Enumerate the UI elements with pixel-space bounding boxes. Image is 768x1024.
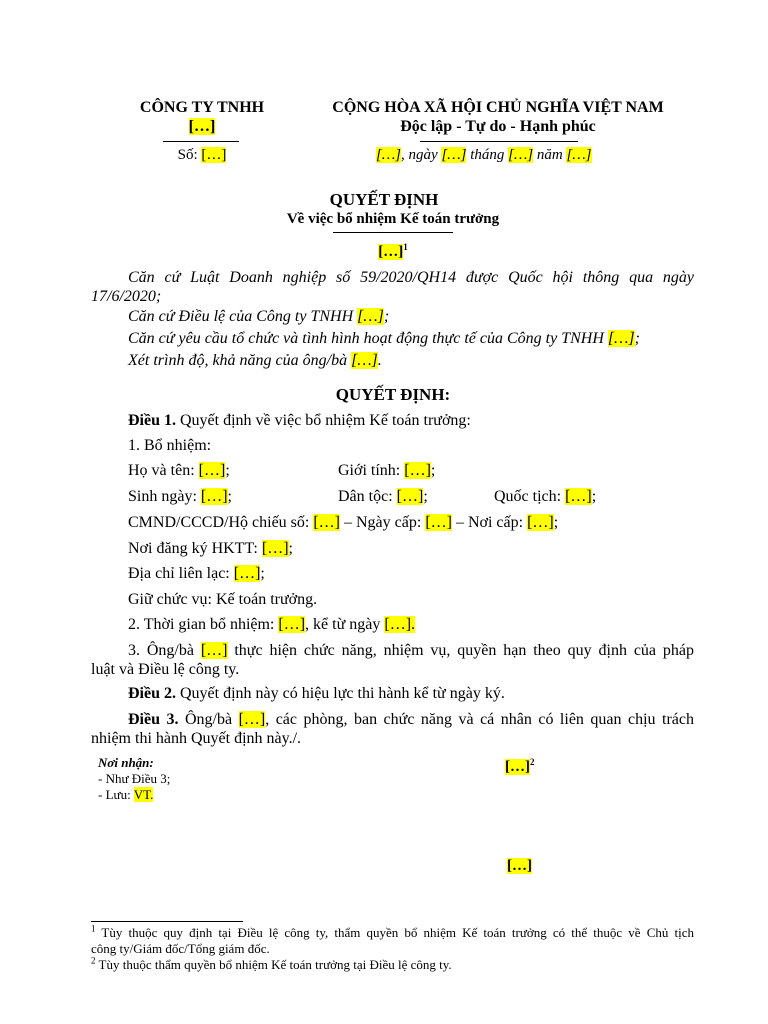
document-number: Số: […]	[177, 147, 227, 163]
field-ethnicity: Dân tộc: […];	[338, 488, 428, 505]
decision-title: QUYẾT ĐỊNH	[329, 190, 439, 209]
article-1-item-1: 1. Bổ nhiệm:	[128, 437, 212, 454]
article-3: Điều 3. Ông/bà […], các phòng, ban chức năng và cá nhân có liên quan chịu trách	[128, 711, 694, 728]
field-nationality: Quốc tịch: […];	[494, 488, 597, 505]
recipients-title: Nơi nhận:	[98, 755, 154, 770]
article-1-item-3-cont: luật và Điều lệ công ty.	[91, 661, 240, 678]
article-1-item-3: 3. Ông/bà […] thực hiện chức năng, nhiệm vụ, quyền hạn theo quy định của pháp	[128, 642, 695, 659]
field-contact-address: Địa chỉ liên lạc: […];	[128, 565, 265, 582]
company-label: CÔNG TY TNHH	[139, 99, 265, 116]
company-name-blank: […]	[188, 118, 216, 135]
nation-title: CỘNG HÒA XÃ HỘI CHỦ NGHĨA VIỆT NAM	[332, 99, 664, 116]
field-gender: Giới tính: […];	[338, 462, 436, 479]
article-1: Điều 1. Quyết định về việc bổ nhiệm Kế toán trưởng:	[128, 412, 471, 429]
basis-3: Căn cứ yêu cầu tổ chức và tình hình hoạt động thực tế của Công ty TNHH […];	[128, 330, 640, 347]
footnote-divider	[91, 921, 243, 922]
footnote-ref-1: 1	[403, 242, 408, 252]
header-left-divider	[163, 141, 239, 142]
field-position: Giữ chức vụ: Kế toán trưởng.	[128, 591, 318, 608]
footnote-1-cont: công ty/Giám đốc/Tổng giám đốc.	[91, 941, 270, 956]
subtitle-underline	[333, 232, 453, 233]
basis-1: Căn cứ Luật Doanh nghiệp số 59/2020/QH14 được Quốc hội thông qua ngày	[128, 269, 694, 286]
document-date: […], ngày […] tháng […] năm […]	[376, 147, 592, 163]
basis-4: Xét trình độ, khả năng của ông/bà […].	[128, 352, 382, 369]
signer-title: […]$^2$	[505, 757, 535, 775]
basis-2: Căn cứ Điều lệ của Công ty TNHH […];	[128, 308, 390, 325]
issuer: […]$^1$	[378, 242, 408, 260]
recipient-item: - Lưu: VT.	[98, 787, 154, 802]
company-name	[128, 118, 276, 136]
decision-heading: QUYẾT ĐỊNH:	[335, 385, 451, 404]
footnote-ref-2: 2	[530, 757, 535, 767]
nation-motto: Độc lập - Tự do - Hạnh phúc	[400, 118, 596, 135]
field-residence: Nơi đăng ký HKTT: […];	[128, 540, 293, 557]
article-2: Điều 2. Quyết định này có hiệu lực thi hành kể từ ngày ký.	[128, 685, 505, 702]
header-right-divider	[420, 141, 578, 142]
signer-name: […]	[507, 858, 532, 874]
footnote-2: $^2$ Tùy thuộc thẩm quyền bổ nhiệm Kế toán trưởng tại Điều lệ công ty.	[91, 955, 452, 972]
field-date-of-birth: Sinh ngày: […];	[128, 488, 232, 505]
field-id-document: CMND/CCCD/Hộ chiếu số: […] – Ngày cấp: […] – Nơi cấp: […];	[128, 514, 559, 531]
field-full-name: Họ và tên: […];	[128, 462, 230, 479]
article-1-item-2: 2. Thời gian bổ nhiệm: […], kể từ ngày […].	[128, 616, 416, 633]
footnote-1: $^1$ Tùy thuộc quy định tại Điều lệ công ty, thẩm quyền bổ nhiệm Kế toán trưởng có thể thuộc về Chủ tịch	[91, 923, 694, 940]
article-3-cont: nhiệm thi hành Quyết định này./.	[91, 730, 302, 747]
basis-1-cont: 17/6/2020;	[91, 288, 162, 305]
decision-subtitle: Về việc bổ nhiệm Kế toán trưởng	[286, 211, 500, 227]
recipient-item: - Như Điều 3;	[98, 771, 171, 786]
